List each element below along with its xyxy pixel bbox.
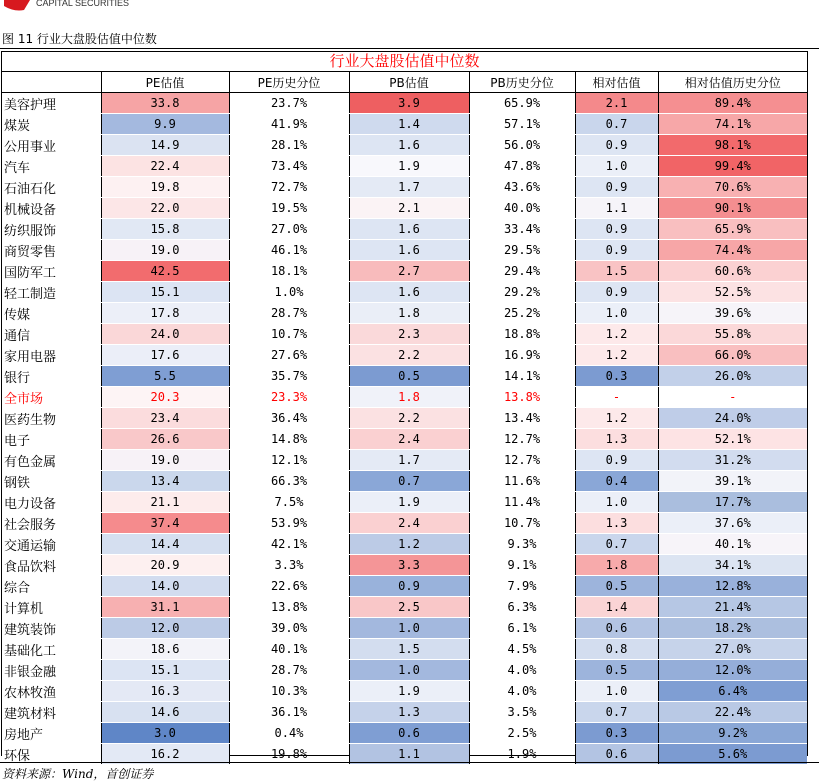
pe-percentile-cell: 19.5%	[229, 198, 349, 219]
pb-cell: 1.1	[349, 744, 469, 765]
pb-cell: 3.3	[349, 555, 469, 576]
relative-percentile-cell: 21.4%	[658, 597, 807, 618]
pe-cell: 20.3	[101, 387, 229, 408]
relative-cell: 0.9	[575, 177, 658, 198]
table-row	[2, 702, 807, 723]
pb-cell: 1.6	[349, 219, 469, 240]
pb-percentile-cell: 1.9%	[469, 744, 575, 765]
industry-name: 医药生物	[2, 408, 101, 429]
pe-percentile-cell: 72.7%	[229, 177, 349, 198]
industry-name: 农林牧渔	[2, 681, 101, 702]
pb-cell: 1.0	[349, 618, 469, 639]
pe-cell: 37.4	[101, 513, 229, 534]
relative-cell: 0.9	[575, 135, 658, 156]
pe-cell: 13.4	[101, 471, 229, 492]
pb-percentile-cell: 14.1%	[469, 366, 575, 387]
pe-percentile-cell: 0.4%	[229, 723, 349, 744]
relative-cell: 0.6	[575, 618, 658, 639]
pb-cell: 2.4	[349, 429, 469, 450]
relative-percentile-cell: 39.1%	[658, 471, 807, 492]
logo-mark	[4, 0, 30, 11]
industry-name: 传媒	[2, 303, 101, 324]
pe-percentile-cell: 3.3%	[229, 555, 349, 576]
relative-cell: 1.2	[575, 345, 658, 366]
table-row	[2, 576, 807, 597]
pe-cell: 24.0	[101, 324, 229, 345]
relative-percentile-cell: 12.0%	[658, 660, 807, 681]
pb-cell: 1.8	[349, 303, 469, 324]
relative-percentile-cell: 98.1%	[658, 135, 807, 156]
pb-percentile-cell: 11.6%	[469, 471, 575, 492]
industry-name: 石油石化	[2, 177, 101, 198]
pe-percentile-cell: 73.4%	[229, 156, 349, 177]
pb-percentile-cell: 16.9%	[469, 345, 575, 366]
table-row	[2, 177, 807, 198]
relative-percentile-cell: 60.6%	[658, 261, 807, 282]
relative-percentile-cell: 18.2%	[658, 618, 807, 639]
pe-percentile-cell: 46.1%	[229, 240, 349, 261]
industry-name: 交通运输	[2, 534, 101, 555]
pe-percentile-cell: 22.6%	[229, 576, 349, 597]
relative-percentile-cell: -	[658, 387, 807, 408]
pb-percentile-cell: 2.5%	[469, 723, 575, 744]
pe-percentile-cell: 36.1%	[229, 702, 349, 723]
pe-cell: 31.1	[101, 597, 229, 618]
pe-percentile-cell: 28.7%	[229, 660, 349, 681]
industry-name: 轻工制造	[2, 282, 101, 303]
industry-name: 食品饮料	[2, 555, 101, 576]
industry-name: 计算机	[2, 597, 101, 618]
column-header-relative: 相对估值	[575, 72, 658, 93]
relative-cell: 1.2	[575, 408, 658, 429]
table-row	[2, 639, 807, 660]
pb-percentile-cell: 18.8%	[469, 324, 575, 345]
industry-name: 纺织服饰	[2, 219, 101, 240]
pe-percentile-cell: 10.3%	[229, 681, 349, 702]
pe-cell: 21.1	[101, 492, 229, 513]
table-row	[2, 156, 807, 177]
industry-name: 钢铁	[2, 471, 101, 492]
pe-cell: 18.6	[101, 639, 229, 660]
relative-cell: 0.5	[575, 576, 658, 597]
pe-percentile-cell: 40.1%	[229, 639, 349, 660]
pb-cell: 2.4	[349, 513, 469, 534]
pb-cell: 1.9	[349, 681, 469, 702]
pb-cell: 2.2	[349, 345, 469, 366]
table-row	[2, 198, 807, 219]
relative-percentile-cell: 55.8%	[658, 324, 807, 345]
pb-cell: 1.6	[349, 135, 469, 156]
pb-cell: 0.9	[349, 576, 469, 597]
industry-name: 非银金融	[2, 660, 101, 681]
pb-cell: 1.7	[349, 450, 469, 471]
relative-cell: 0.9	[575, 450, 658, 471]
relative-cell: 1.0	[575, 156, 658, 177]
relative-cell: 1.3	[575, 513, 658, 534]
relative-percentile-cell: 9.2%	[658, 723, 807, 744]
pe-cell: 14.9	[101, 135, 229, 156]
relative-cell: 1.4	[575, 597, 658, 618]
table-row	[2, 534, 807, 555]
relative-percentile-cell: 37.6%	[658, 513, 807, 534]
industry-name: 汽车	[2, 156, 101, 177]
pb-cell: 2.1	[349, 198, 469, 219]
pb-percentile-cell: 29.4%	[469, 261, 575, 282]
table-row	[2, 408, 807, 429]
pb-cell: 1.9	[349, 156, 469, 177]
pe-percentile-cell: 13.8%	[229, 597, 349, 618]
pb-cell: 1.8	[349, 387, 469, 408]
relative-cell: 0.5	[575, 660, 658, 681]
relative-cell: 1.2	[575, 324, 658, 345]
pb-percentile-cell: 43.6%	[469, 177, 575, 198]
pb-percentile-cell: 25.2%	[469, 303, 575, 324]
pe-cell: 20.9	[101, 555, 229, 576]
column-header-industry	[2, 72, 101, 93]
pe-cell: 19.8	[101, 177, 229, 198]
pe-percentile-cell: 41.9%	[229, 114, 349, 135]
industry-name: 社会服务	[2, 513, 101, 534]
pe-percentile-cell: 19.8%	[229, 744, 349, 765]
pb-percentile-cell: 7.9%	[469, 576, 575, 597]
relative-percentile-cell: 70.6%	[658, 177, 807, 198]
pe-cell: 15.1	[101, 660, 229, 681]
pb-cell: 1.0	[349, 660, 469, 681]
brand-text: CAPITAL SECURITIES	[36, 0, 130, 8]
pe-percentile-cell: 10.7%	[229, 324, 349, 345]
pe-cell: 19.0	[101, 450, 229, 471]
brand-logo	[0, 0, 230, 12]
column-header-pb-percentile: PB历史分位	[469, 72, 575, 93]
relative-cell: 1.0	[575, 681, 658, 702]
pe-cell: 3.0	[101, 723, 229, 744]
industry-name: 机械设备	[2, 198, 101, 219]
pe-percentile-cell: 35.7%	[229, 366, 349, 387]
pe-percentile-cell: 28.7%	[229, 303, 349, 324]
pe-cell: 14.4	[101, 534, 229, 555]
pb-cell: 1.6	[349, 240, 469, 261]
pe-cell: 23.4	[101, 408, 229, 429]
pe-cell: 5.5	[101, 366, 229, 387]
relative-percentile-cell: 22.4%	[658, 702, 807, 723]
pe-percentile-cell: 28.1%	[229, 135, 349, 156]
pe-percentile-cell: 53.9%	[229, 513, 349, 534]
pb-percentile-cell: 12.7%	[469, 429, 575, 450]
relative-percentile-cell: 34.1%	[658, 555, 807, 576]
pe-cell: 15.1	[101, 282, 229, 303]
pe-percentile-cell: 42.1%	[229, 534, 349, 555]
pe-cell: 26.6	[101, 429, 229, 450]
table-row	[2, 723, 807, 744]
relative-cell: 0.9	[575, 240, 658, 261]
industry-name: 美容护理	[2, 93, 101, 114]
industry-name: 电子	[2, 429, 101, 450]
pe-percentile-cell: 39.0%	[229, 618, 349, 639]
relative-percentile-cell: 26.0%	[658, 366, 807, 387]
pb-percentile-cell: 29.5%	[469, 240, 575, 261]
relative-percentile-cell: 99.4%	[658, 156, 807, 177]
relative-percentile-cell: 12.8%	[658, 576, 807, 597]
table-row	[2, 303, 807, 324]
relative-percentile-cell: 74.4%	[658, 240, 807, 261]
industry-name: 煤炭	[2, 114, 101, 135]
pb-percentile-cell: 4.5%	[469, 639, 575, 660]
pe-cell: 22.0	[101, 198, 229, 219]
pe-percentile-cell: 23.3%	[229, 387, 349, 408]
relative-cell: 0.9	[575, 219, 658, 240]
pe-percentile-cell: 27.6%	[229, 345, 349, 366]
relative-cell: -	[575, 387, 658, 408]
bottom-rule	[0, 762, 819, 763]
column-header-relative-percentile: 相对估值历史分位	[658, 72, 807, 93]
table-row	[2, 513, 807, 534]
relative-percentile-cell: 66.0%	[658, 345, 807, 366]
pb-percentile-cell: 11.4%	[469, 492, 575, 513]
pe-cell: 19.0	[101, 240, 229, 261]
table-row	[2, 597, 807, 618]
table-row	[2, 681, 807, 702]
relative-percentile-cell: 17.7%	[658, 492, 807, 513]
source-note: 资料来源：Wind，首创证券	[2, 767, 154, 781]
relative-percentile-cell: 65.9%	[658, 219, 807, 240]
industry-name: 银行	[2, 366, 101, 387]
relative-cell: 1.1	[575, 198, 658, 219]
relative-cell: 1.8	[575, 555, 658, 576]
pb-cell: 0.7	[349, 471, 469, 492]
industry-name: 有色金属	[2, 450, 101, 471]
relative-cell: 1.5	[575, 261, 658, 282]
relative-percentile-cell: 52.5%	[658, 282, 807, 303]
table-row	[2, 135, 807, 156]
table-row	[2, 240, 807, 261]
pb-cell: 1.5	[349, 639, 469, 660]
pe-cell: 17.6	[101, 345, 229, 366]
relative-cell: 0.7	[575, 534, 658, 555]
column-header-pe: PE估值	[101, 72, 229, 93]
relative-cell: 0.6	[575, 744, 658, 765]
pb-percentile-cell: 13.4%	[469, 408, 575, 429]
industry-name: 建筑材料	[2, 702, 101, 723]
industry-name: 国防军工	[2, 261, 101, 282]
relative-cell: 0.7	[575, 702, 658, 723]
relative-cell: 1.0	[575, 303, 658, 324]
relative-cell: 0.4	[575, 471, 658, 492]
table-row	[2, 471, 807, 492]
relative-percentile-cell: 39.6%	[658, 303, 807, 324]
pe-cell: 16.2	[101, 744, 229, 765]
pb-percentile-cell: 13.8%	[469, 387, 575, 408]
table-row	[2, 282, 807, 303]
pb-percentile-cell: 33.4%	[469, 219, 575, 240]
relative-percentile-cell: 52.1%	[658, 429, 807, 450]
pb-cell: 1.6	[349, 282, 469, 303]
industry-name: 商贸零售	[2, 240, 101, 261]
pb-percentile-cell: 9.3%	[469, 534, 575, 555]
relative-percentile-cell: 74.1%	[658, 114, 807, 135]
table-row	[2, 429, 807, 450]
pb-percentile-cell: 6.3%	[469, 597, 575, 618]
relative-cell: 0.3	[575, 366, 658, 387]
table-row	[2, 324, 807, 345]
pb-percentile-cell: 12.7%	[469, 450, 575, 471]
column-header-pb: PB估值	[349, 72, 469, 93]
table-row	[2, 345, 807, 366]
pb-cell: 2.5	[349, 597, 469, 618]
industry-name: 房地产	[2, 723, 101, 744]
pb-percentile-cell: 56.0%	[469, 135, 575, 156]
pe-cell: 12.0	[101, 618, 229, 639]
pe-cell: 14.6	[101, 702, 229, 723]
relative-cell: 1.3	[575, 429, 658, 450]
relative-percentile-cell: 5.6%	[658, 744, 807, 765]
pb-percentile-cell: 6.1%	[469, 618, 575, 639]
pe-cell: 33.8	[101, 93, 229, 114]
pe-percentile-cell: 36.4%	[229, 408, 349, 429]
pe-cell: 22.4	[101, 156, 229, 177]
relative-percentile-cell: 40.1%	[658, 534, 807, 555]
table-row	[2, 555, 807, 576]
table-row	[2, 660, 807, 681]
industry-name: 环保	[2, 744, 101, 765]
table-row	[2, 618, 807, 639]
figure-title: 图 11 行业大盘股估值中位数	[2, 32, 157, 46]
relative-percentile-cell: 24.0%	[658, 408, 807, 429]
industry-name: 全市场	[2, 387, 101, 408]
pb-cell: 1.2	[349, 534, 469, 555]
relative-cell: 0.9	[575, 282, 658, 303]
relative-percentile-cell: 6.4%	[658, 681, 807, 702]
pb-percentile-cell: 47.8%	[469, 156, 575, 177]
relative-percentile-cell: 27.0%	[658, 639, 807, 660]
industry-name: 电力设备	[2, 492, 101, 513]
header-row	[2, 72, 807, 93]
relative-percentile-cell: 89.4%	[658, 93, 807, 114]
relative-percentile-cell: 31.2%	[658, 450, 807, 471]
pe-cell: 9.9	[101, 114, 229, 135]
pb-percentile-cell: 57.1%	[469, 114, 575, 135]
pb-percentile-cell: 9.1%	[469, 555, 575, 576]
pb-cell: 2.7	[349, 261, 469, 282]
pe-cell: 16.3	[101, 681, 229, 702]
column-header-pe-percentile: PE历史分位	[229, 72, 349, 93]
pb-cell: 3.9	[349, 93, 469, 114]
table-row	[2, 114, 807, 135]
table-row	[2, 219, 807, 240]
pb-cell: 0.5	[349, 366, 469, 387]
industry-name: 通信	[2, 324, 101, 345]
table-row	[2, 492, 807, 513]
relative-cell: 0.3	[575, 723, 658, 744]
pb-percentile-cell: 65.9%	[469, 93, 575, 114]
industry-name: 基础化工	[2, 639, 101, 660]
pb-percentile-cell: 40.0%	[469, 198, 575, 219]
pb-cell: 2.2	[349, 408, 469, 429]
pb-percentile-cell: 29.2%	[469, 282, 575, 303]
pb-percentile-cell: 4.0%	[469, 681, 575, 702]
pe-percentile-cell: 27.0%	[229, 219, 349, 240]
relative-percentile-cell: 90.1%	[658, 198, 807, 219]
industry-name: 公用事业	[2, 135, 101, 156]
pe-percentile-cell: 18.1%	[229, 261, 349, 282]
table-row	[2, 366, 807, 387]
pb-cell: 1.4	[349, 114, 469, 135]
table-title: 行业大盘股估值中位数	[2, 52, 807, 72]
valuation-table	[2, 72, 807, 765]
valuation-table-container	[1, 51, 808, 764]
relative-cell: 0.7	[575, 114, 658, 135]
top-rule	[0, 48, 819, 49]
pb-percentile-cell: 3.5%	[469, 702, 575, 723]
pe-cell: 14.0	[101, 576, 229, 597]
pb-cell: 1.7	[349, 177, 469, 198]
pb-cell: 1.9	[349, 492, 469, 513]
pe-cell: 42.5	[101, 261, 229, 282]
pb-cell: 1.3	[349, 702, 469, 723]
pe-cell: 17.8	[101, 303, 229, 324]
pe-percentile-cell: 23.7%	[229, 93, 349, 114]
industry-name: 建筑装饰	[2, 618, 101, 639]
pe-percentile-cell: 1.0%	[229, 282, 349, 303]
table-row	[2, 450, 807, 471]
pe-percentile-cell: 12.1%	[229, 450, 349, 471]
pe-percentile-cell: 7.5%	[229, 492, 349, 513]
table-row	[2, 261, 807, 282]
pb-percentile-cell: 4.0%	[469, 660, 575, 681]
pe-percentile-cell: 66.3%	[229, 471, 349, 492]
pb-percentile-cell: 10.7%	[469, 513, 575, 534]
pb-cell: 2.3	[349, 324, 469, 345]
pe-percentile-cell: 14.8%	[229, 429, 349, 450]
industry-name: 综合	[2, 576, 101, 597]
table-row-market	[2, 387, 807, 408]
relative-cell: 0.8	[575, 639, 658, 660]
table-row	[2, 93, 807, 114]
table-body	[2, 93, 807, 765]
relative-cell: 1.0	[575, 492, 658, 513]
pe-cell: 15.8	[101, 219, 229, 240]
relative-cell: 2.1	[575, 93, 658, 114]
industry-name: 家用电器	[2, 345, 101, 366]
pb-cell: 0.6	[349, 723, 469, 744]
